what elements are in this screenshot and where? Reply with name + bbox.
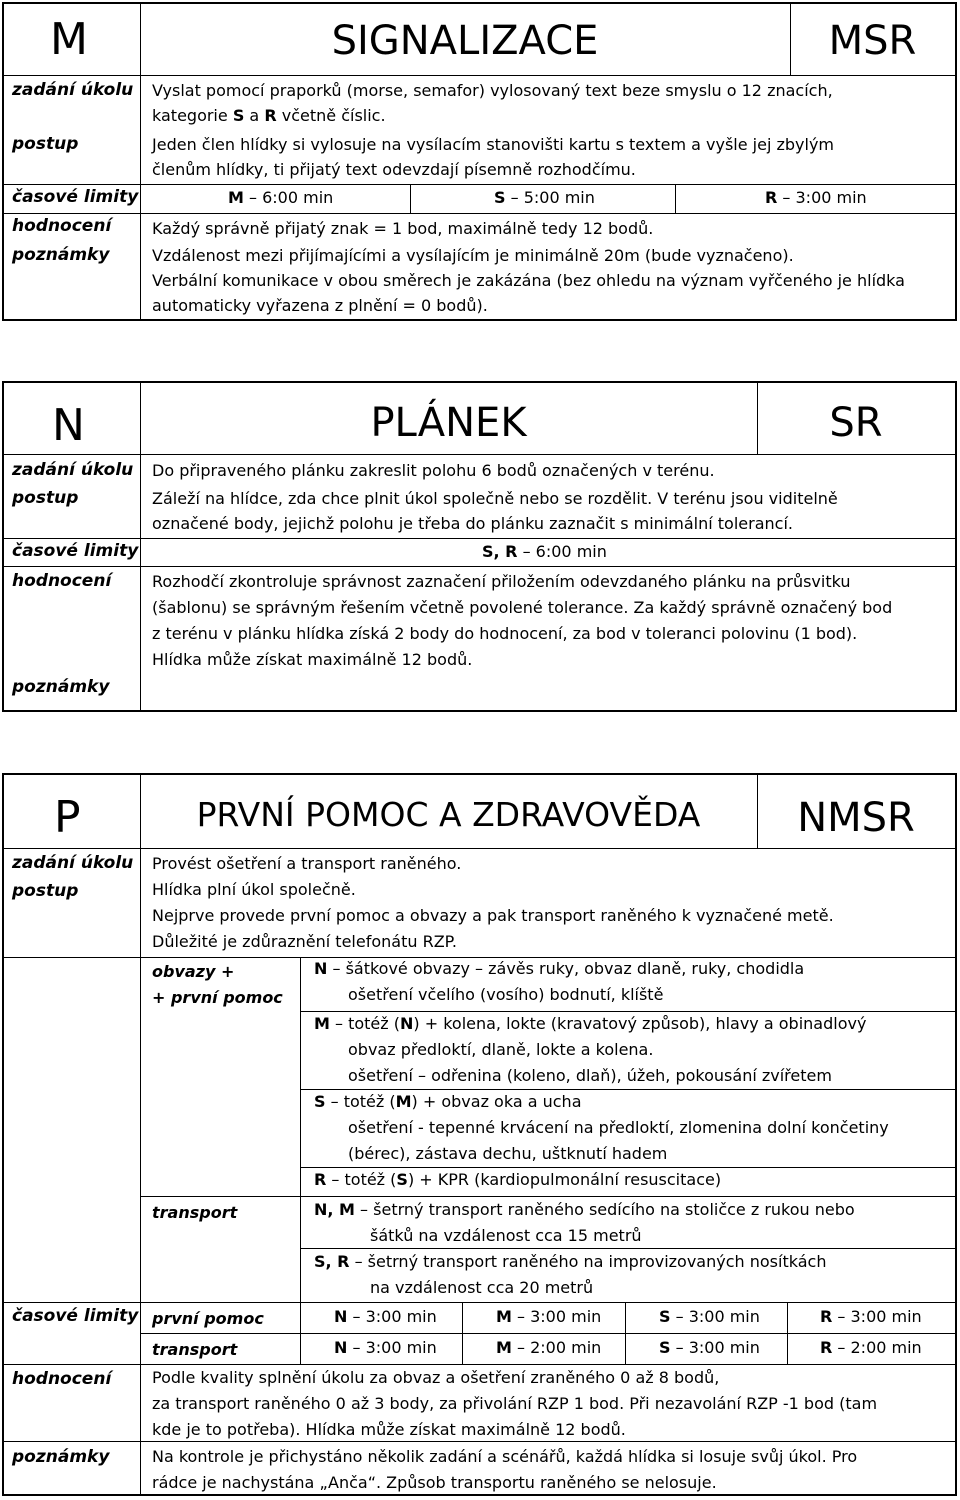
border	[955, 2, 957, 320]
obvazy-m-line: M – totéž (N) + kolena, lokte (kravatový způsob), hlavy a obinadlový	[314, 1014, 867, 1033]
divider	[300, 1302, 301, 1364]
hodnoceni-line: (šablonu) se správným řešením včetně povolené tolerance. Za každý správně označený bod	[152, 598, 893, 617]
divider	[300, 957, 301, 1302]
label-hodnoceni: hodnocení	[12, 216, 112, 236]
zadani-line: kategorie S a R včetně číslic.	[152, 106, 386, 125]
prvni-pomoc-label: + první pomoc	[152, 988, 283, 1007]
limit-tr-s: S – 3:00 min	[659, 1338, 760, 1357]
label-postup: postup	[12, 488, 79, 508]
divider	[2, 213, 957, 214]
border	[2, 773, 957, 775]
zadani-text: Do připraveného plánku zakreslit polohu 6 bodů označených v terénu.	[152, 461, 715, 480]
border	[2, 2, 4, 320]
label-limity: časové limity	[12, 187, 139, 207]
divider	[300, 1011, 957, 1012]
section-category: SR	[829, 400, 883, 446]
hodnoceni-line: z terénu v plánku hlídka získá 2 body do hodnocení, za bod v toleranci polovinu (1 bod).	[152, 624, 858, 643]
obvazy-label: obvazy +	[152, 962, 235, 981]
divider	[140, 773, 141, 1495]
limit-pp-n: N – 3:00 min	[334, 1307, 437, 1326]
border	[2, 710, 957, 712]
transport-sr-line: S, R – šetrný transport raněného na improvizovaných nosítkách	[314, 1252, 827, 1271]
divider	[300, 1089, 957, 1090]
postup-line: Záleží na hlídce, zda chce plnit úkol společně nebo se rozdělit. V terénu jsou viditelně	[152, 489, 838, 508]
poznamky-line: rádce je nachystána „Anča“. Způsob transportu raněného se nelosuje.	[152, 1473, 717, 1492]
obvazy-n-line: N – šátkové obvazy – závěs ruky, obvaz dlaně, ruky, chodidla	[314, 959, 805, 978]
label-zadani: zadání úkolu	[12, 853, 134, 873]
limit-tr-n: N – 3:00 min	[334, 1338, 437, 1357]
border	[2, 381, 4, 712]
divider	[787, 1302, 788, 1364]
limit-tr-r: R – 2:00 min	[820, 1338, 922, 1357]
postup-line: označené body, jejichž polohu je třeba do plánku zaznačit s minimální tolerancí.	[152, 514, 793, 533]
divider	[2, 184, 957, 185]
obvazy-s-line: S – totéž (M) + obvaz oka a ucha	[314, 1092, 582, 1111]
border	[955, 773, 957, 1496]
poznamky-line: Verbální komunikace v obou směrech je zakázána (bez ohledu na význam vyřčeného je hlídka	[152, 271, 905, 290]
section-code: N	[52, 400, 85, 451]
section-code: M	[50, 14, 88, 65]
zadani-line: Vyslat pomocí praporků (morse, semafor) vylosovaný text beze smyslu o 12 znacích,	[152, 81, 833, 100]
limit-m: M – 6:00 min	[228, 188, 334, 207]
obvazy-m-line: ošetření – odřenina (koleno, dlaň), úžeh, pokousání zvířetem	[348, 1066, 832, 1085]
poznamky-line: Vzdálenost mezi přijímajícími a vysílajícím je minimálně 20m (bude vyznačeno).	[152, 246, 794, 265]
label-postup: postup	[12, 134, 79, 154]
limit-tr-m: M – 2:00 min	[496, 1338, 602, 1357]
limit-pp-s: S – 3:00 min	[659, 1307, 760, 1326]
label-limity: časové limity	[12, 541, 139, 561]
divider	[2, 566, 957, 567]
postup-line: Jeden člen hlídky si vylosuje na vysílacím stanovišti kartu s textem a vyšle jej zbylým	[152, 135, 835, 154]
hodnoceni-line: za transport raněného 0 až 3 body, za přivolání RZP 1 bod. Při nezavolání RZP -1 bod (tam	[152, 1394, 878, 1413]
divider	[140, 1333, 957, 1334]
poznamky-line: Na kontrole je přichystáno několik zadání a scénářů, každá hlídka si losuje svůj úkol. Pro	[152, 1447, 858, 1466]
label-poznamky: poznámky	[12, 1447, 110, 1467]
postup-line: Nejprve provede první pomoc a obvazy a pak transport raněného k vyznačené metě.	[152, 906, 834, 925]
obvazy-s-line: ošetření - tepenné krvácení na předloktí, zlomenina dolní končetiny	[348, 1118, 889, 1137]
divider	[625, 1302, 626, 1364]
obvazy-s-line: (bérec), zástava dechu, uštknutí hadem	[348, 1144, 668, 1163]
section-title: PRVNÍ POMOC A ZDRAVOVĚDA	[196, 795, 701, 834]
limit-s: S – 5:00 min	[494, 188, 595, 207]
postup-line: Hlídka plní úkol společně.	[152, 880, 356, 899]
label-zadani: zadání úkolu	[12, 80, 134, 100]
label-poznamky: poznámky	[12, 677, 110, 697]
obvazy-r-line: R – totéž (S) + KPR (kardiopulmonální resuscitace)	[314, 1170, 722, 1189]
transport-label: transport	[152, 1203, 238, 1222]
divider	[140, 1196, 957, 1197]
divider	[410, 184, 411, 214]
label-limity: časové limity	[12, 1306, 139, 1326]
divider	[2, 538, 957, 539]
hodnoceni-line: Podle kvality splnění úkolu za obvaz a ošetření zraněného 0 až 8 bodů,	[152, 1368, 720, 1387]
label-hodnoceni: hodnocení	[12, 571, 112, 591]
divider	[2, 957, 957, 958]
limit-sr: S, R – 6:00 min	[482, 542, 607, 561]
obvazy-m-line: obvaz předloktí, dlaně, lokte a kolena.	[348, 1040, 654, 1059]
section-category: NMSR	[797, 795, 915, 841]
limit-row-label: první pomoc	[152, 1309, 264, 1328]
limit-pp-m: M – 3:00 min	[496, 1307, 602, 1326]
border	[2, 773, 4, 1496]
border	[2, 319, 957, 321]
zadani-text: Provést ošetření a transport raněného.	[152, 854, 462, 873]
hodnoceni-line: Hlídka může získat maximálně 12 bodů.	[152, 650, 473, 669]
divider	[462, 1302, 463, 1364]
transport-sr-line: na vzdálenost cca 20 metrů	[370, 1278, 594, 1297]
postup-line: Důležité je zdůraznění telefonátu RZP.	[152, 932, 457, 951]
limit-row-label: transport	[152, 1340, 238, 1359]
divider	[300, 1167, 957, 1168]
divider	[2, 1302, 957, 1303]
divider	[2, 75, 957, 76]
label-poznamky: poznámky	[12, 245, 110, 265]
border	[955, 381, 957, 712]
postup-line: členům hlídky, ti přijatý text odevzdají písemně rozhodčímu.	[152, 160, 636, 179]
label-hodnoceni: hodnocení	[12, 1369, 112, 1389]
limit-r: R – 3:00 min	[765, 188, 867, 207]
limit-pp-r: R – 3:00 min	[820, 1307, 922, 1326]
section-category: MSR	[828, 18, 917, 64]
section-title: SIGNALIZACE	[331, 18, 599, 64]
hodnoceni-text: Každý správně přijatý znak = 1 bod, maximálně tedy 12 bodů.	[152, 219, 654, 238]
divider	[300, 1248, 957, 1249]
border	[2, 381, 957, 383]
obvazy-n-line: ošetření včelího (vosího) bodnutí, klíště	[348, 985, 664, 1004]
transport-nm-line: N, M – šetrný transport raněného sedícího na stoličce z rukou nebo	[314, 1200, 855, 1219]
divider	[675, 184, 676, 214]
border	[2, 2, 957, 4]
transport-nm-line: šátků na vzdálenost cca 15 metrů	[370, 1226, 642, 1245]
poznamky-line: automaticky vyřazena z plnění = 0 bodů).	[152, 296, 488, 315]
hodnoceni-line: kde je to potřeba). Hlídka může získat maximálně 12 bodů.	[152, 1420, 626, 1439]
label-postup: postup	[12, 881, 79, 901]
section-code: P	[54, 792, 81, 843]
label-zadani: zadání úkolu	[12, 460, 134, 480]
section-title: PLÁNEK	[370, 400, 527, 446]
divider	[2, 848, 957, 849]
hodnoceni-line: Rozhodčí zkontroluje správnost zaznačení přiložením odevzdaného plánku na průsvitku	[152, 572, 851, 591]
divider	[2, 454, 957, 455]
